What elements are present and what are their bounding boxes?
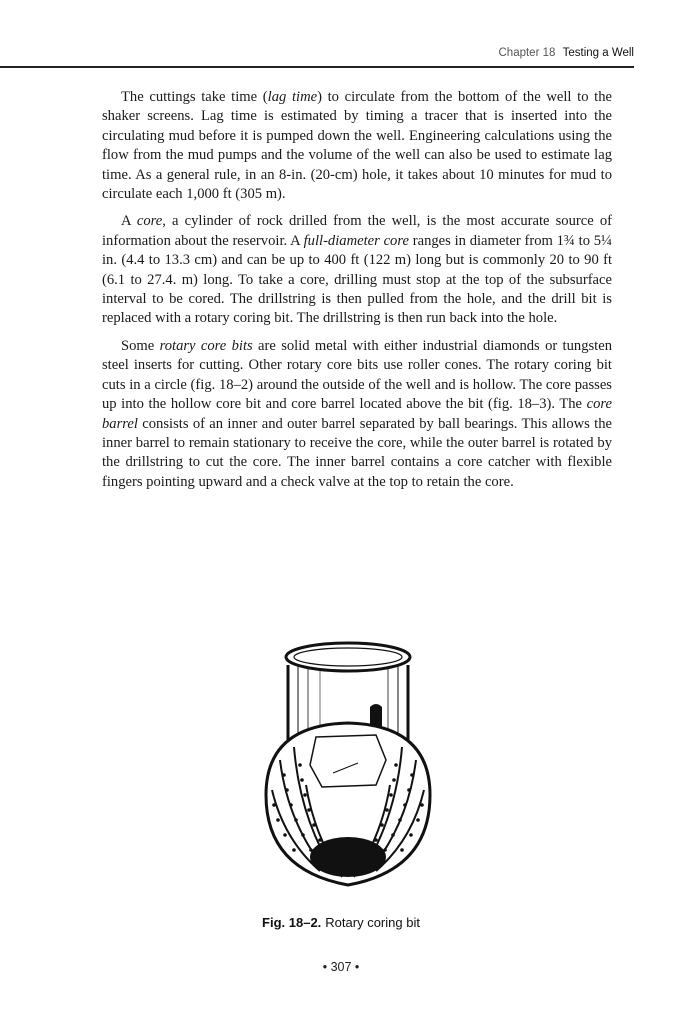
running-header: [499, 47, 635, 59]
term-core: core: [136, 213, 163, 230]
chapter-title: Testing a Well: [562, 47, 634, 59]
paragraph-core: A core, a cylinder of rock drilled from the well, is the most accurate source of information about the reservoir. A full-diameter core ranges in diameter from 1¾ to 5¼ in. (4.4 to 13.3 cm) and can be up to 400 ft (122 m) long but is commonly 20 to 90 ft (6.1 to 27.4. m) long. To take a core, drilling must stop at the top of the subsurface interval to be cored. The drillstring is then pulled from the hole, and the drill bit is replaced with a rotary coring bit. The drillstring is then run back into the hole.: [102, 213, 612, 327]
term-rotary-core-bits: rotary core bits: [159, 337, 253, 354]
rotary-coring-bit-illustration: [258, 625, 438, 910]
paragraph-lag-time: The cuttings take time (lag time) to circulate from the bottom of the well to the shaker screens. Lag time is estimated by timing a tracer that is inserted into the circulating mud before it is pumped down the well. Engineering calculations using the flow from the mud pumps and the volume of the well can also be used to estimate lag time. As a general rule, in an 8-in. (20-cm) hole, it takes about 10 minutes for mud to circulate each 1,000 ft (305 m).: [102, 89, 612, 203]
page-number: • 307 •: [322, 960, 360, 974]
paragraph-rotary-core-bits: Some rotary core bits are solid metal with either industrial diamonds or tungsten steel inserts for cutting. Other rotary core bits use roller cones. The rotary coring bit cuts in a circle (fig. 18–2) around the outside of the well and is hollow. The core passes up into the hollow core bit and core barrel located above the bit (fig. 18–3). The core barrel consists of an inner and outer barrel separated by ball bearings. This allows the inner barrel to remain stationary to receive the core, while the outer barrel is rotated by the drillstring to cut the core. The inner barrel contains a core catcher with flexible fingers pointing upward and a check valve at the top to retain the core.: [102, 337, 613, 490]
body-text: [102, 88, 612, 500]
header-rule: [0, 66, 634, 68]
figure-caption: [0, 915, 682, 930]
chapter-number: Chapter 18: [498, 47, 556, 59]
term-core-barrel: core barrel: [102, 396, 612, 432]
term-lag-time: lag time: [267, 89, 318, 105]
term-full-diameter-core: full-diameter core: [303, 232, 409, 249]
figure-caption-text: Rotary coring bit: [325, 915, 420, 930]
figure-label: Fig. 18–2.: [262, 915, 322, 930]
